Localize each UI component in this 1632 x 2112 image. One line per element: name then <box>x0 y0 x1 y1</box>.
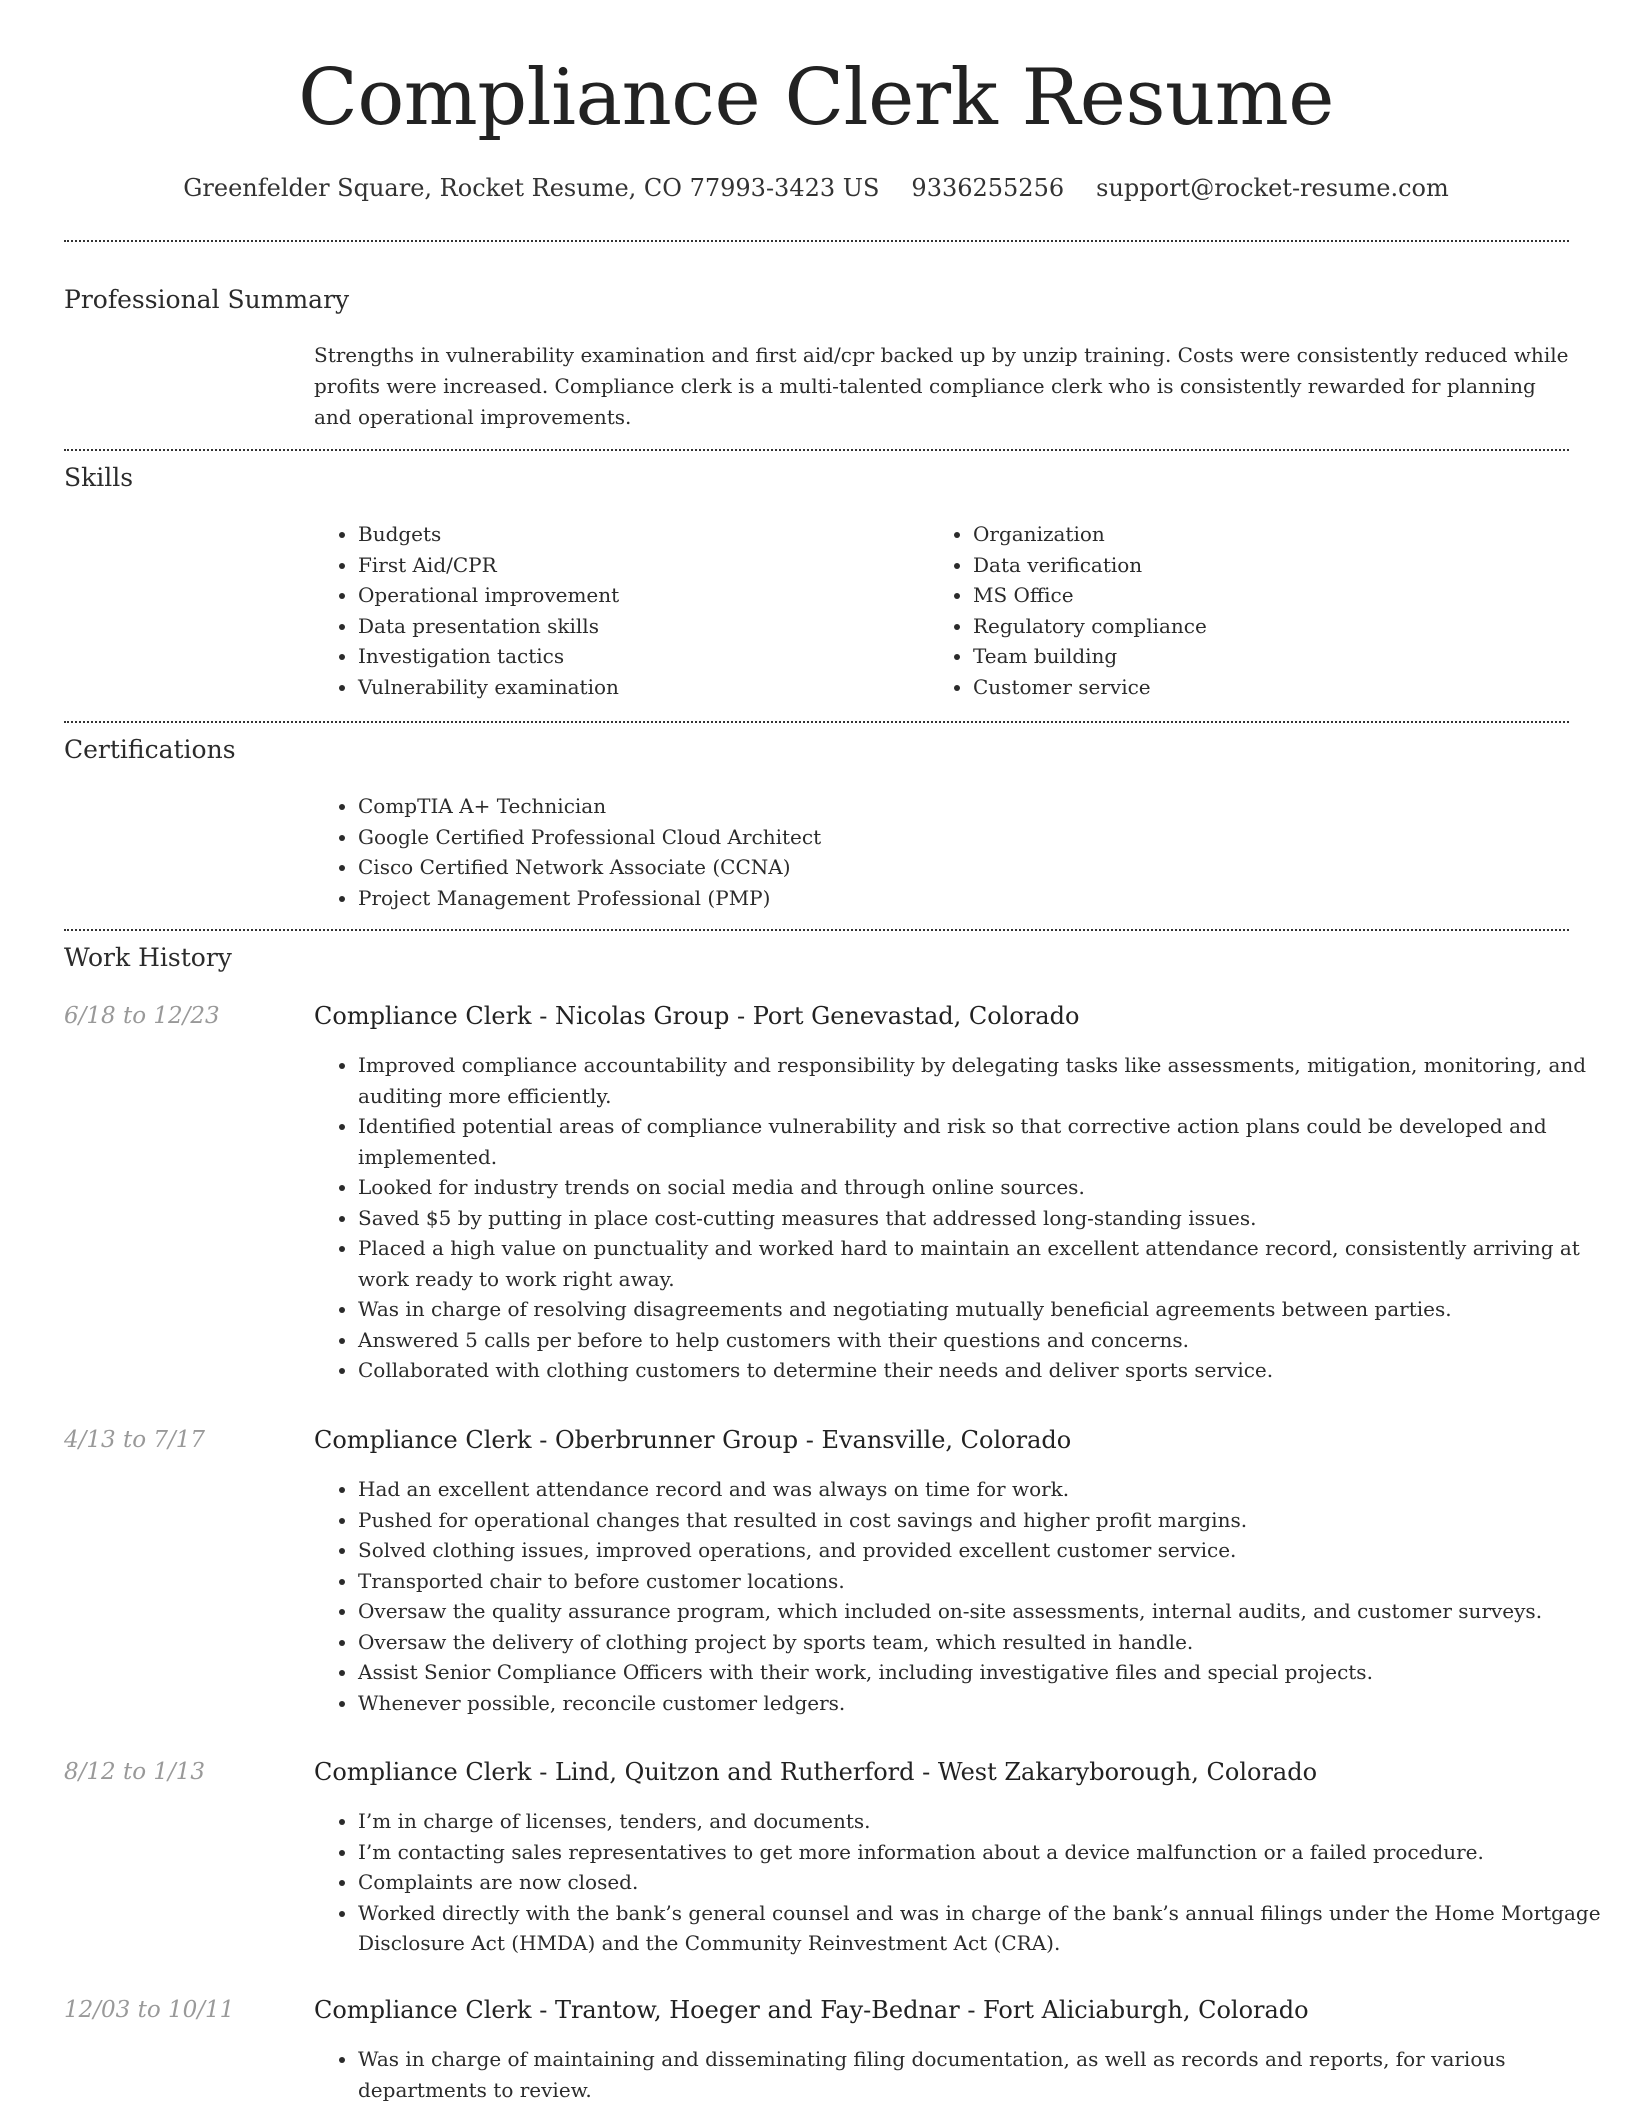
job-title: Compliance Clerk - Oberbrunner Group - Evansville, Colorado <box>314 1426 1072 1454</box>
skills-list-left <box>314 519 619 702</box>
job-duty-item: • Was in charge of maintaining and disseminating filing documentation, as well as records and reports, for various departments to review. <box>358 2044 1618 2105</box>
job-duty-item: • Saved $5 by putting in place cost-cutting measures that addressed long-standing issues. <box>358 1203 1618 1234</box>
skill-item: • Budgets <box>358 519 619 550</box>
job-duty-item: • Improved compliance accountability and responsibility by delegating tasks like assessments, mitigation, monitoring, and auditing more efficiently. <box>358 1050 1618 1111</box>
contact-address: Greenfelder Square, Rocket Resume, CO 77993-3423 US <box>183 174 880 202</box>
job-duty-item: • Pushed for operational changes that resulted in cost savings and higher profit margins. <box>358 1505 1618 1536</box>
job-duty-item: • Oversaw the quality assurance program, which included on-site assessments, internal audits, and customer surveys. <box>358 1596 1618 1627</box>
job-duties-list <box>314 1474 1618 1718</box>
job-duty-item: • Whenever possible, reconcile customer ledgers. <box>358 1688 1618 1719</box>
skill-item: • Customer service <box>973 672 1207 703</box>
contact-phone: 9336255256 <box>911 174 1065 202</box>
certifications-heading: Certifications <box>64 735 236 764</box>
job-duty-item: • Worked directly with the bank’s general counsel and was in charge of the bank’s annual filings under the Home Mortgage Disclosure Act (HMDA) and the Community Reinvestment Act (CRA). <box>358 1898 1618 1959</box>
job-duty-item: • Assist Senior Compliance Officers with their work, including investigative files and special projects. <box>358 1657 1618 1688</box>
job-dates: 8/12 to 1/13 <box>64 1759 206 1785</box>
skill-item: • Regulatory compliance <box>973 611 1207 642</box>
skill-item: • Data presentation skills <box>358 611 619 642</box>
skill-item: • Data verification <box>973 550 1207 581</box>
skill-item: • MS Office <box>973 580 1207 611</box>
job-duties-list <box>314 1806 1618 1959</box>
work-history-heading: Work History <box>64 943 232 972</box>
skills-list-right <box>929 519 1207 702</box>
job-duty-item: • Had an excellent attendance record and was always on time for work. <box>358 1474 1618 1505</box>
contact-line <box>0 170 1632 206</box>
job-duty-item: • Collaborated with clothing customers to determine their needs and deliver sports service. <box>358 1355 1618 1386</box>
skill-item: • First Aid/CPR <box>358 550 619 581</box>
certifications-list <box>314 791 821 913</box>
certification-item: • CompTIA A+ Technician <box>358 791 821 822</box>
job-duty-item: • Oversaw the delivery of clothing project by sports team, which resulted in handle. <box>358 1627 1618 1658</box>
certification-item: • Google Certified Professional Cloud Architect <box>358 822 821 853</box>
certification-item: • Cisco Certified Network Associate (CCNA) <box>358 852 821 883</box>
contact-email: support@rocket-resume.com <box>1096 174 1449 202</box>
job-duty-item: • Answered 5 calls per before to help customers with their questions and concerns. <box>358 1325 1618 1356</box>
job-dates: 6/18 to 12/23 <box>64 1003 220 1029</box>
summary-text: Strengths in vulnerability examination and first aid/cpr backed up by unzip training. Costs were consistently reduced while profits were increased. Compliance clerk is a multi-talented compliance clerk who is consistently rewarded for planning and operational improvements. <box>314 343 1569 429</box>
skill-item: • Team building <box>973 641 1207 672</box>
job-duties-list <box>314 1050 1618 1386</box>
job-dates: 12/03 to 10/11 <box>64 1997 235 2023</box>
skills-heading: Skills <box>64 463 134 492</box>
skill-item: • Investigation tactics <box>358 641 619 672</box>
job-duty-item: • Placed a high value on punctuality and worked hard to maintain an excellent attendance record, consistently arriving at work ready to work right away. <box>358 1233 1618 1294</box>
skill-item: • Operational improvement <box>358 580 619 611</box>
job-title: Compliance Clerk - Nicolas Group - Port Genevastad, Colorado <box>314 1002 1080 1030</box>
summary-heading: Professional Summary <box>64 285 350 314</box>
job-duty-item: • Identified potential areas of compliance vulnerability and risk so that corrective action plans could be developed and implemented. <box>358 1111 1618 1172</box>
job-duty-item: • Complaints are now closed. <box>358 1867 1618 1898</box>
job-duty-item: • Was in charge of resolving disagreements and negotiating mutually beneficial agreements between parties. <box>358 1294 1618 1325</box>
divider <box>64 721 1569 723</box>
divider <box>64 929 1569 931</box>
job-duty-item: • Solved clothing issues, improved operations, and provided excellent customer service. <box>358 1535 1618 1566</box>
skill-item: • Organization <box>973 519 1207 550</box>
job-title: Compliance Clerk - Trantow, Hoeger and Fay-Bednar - Fort Aliciaburgh, Colorado <box>314 1996 1309 2024</box>
skill-item: • Vulnerability examination <box>358 672 619 703</box>
divider <box>64 449 1569 451</box>
job-dates: 4/13 to 7/17 <box>64 1427 206 1453</box>
resume-title: Compliance Clerk Resume <box>298 53 1334 143</box>
divider <box>64 240 1569 242</box>
job-duty-item: • Transported chair to before customer locations. <box>358 1566 1618 1597</box>
job-title: Compliance Clerk - Lind, Quitzon and Rutherford - West Zakaryborough, Colorado <box>314 1758 1318 1786</box>
job-duty-item: • I’m contacting sales representatives to get more information about a device malfunction or a failed procedure. <box>358 1837 1618 1868</box>
job-duty-item: • Looked for industry trends on social media and through online sources. <box>358 1172 1618 1203</box>
job-duty-item: • I’m in charge of licenses, tenders, and documents. <box>358 1806 1618 1837</box>
job-duties-list <box>314 2044 1618 2105</box>
certification-item: • Project Management Professional (PMP) <box>358 883 821 914</box>
